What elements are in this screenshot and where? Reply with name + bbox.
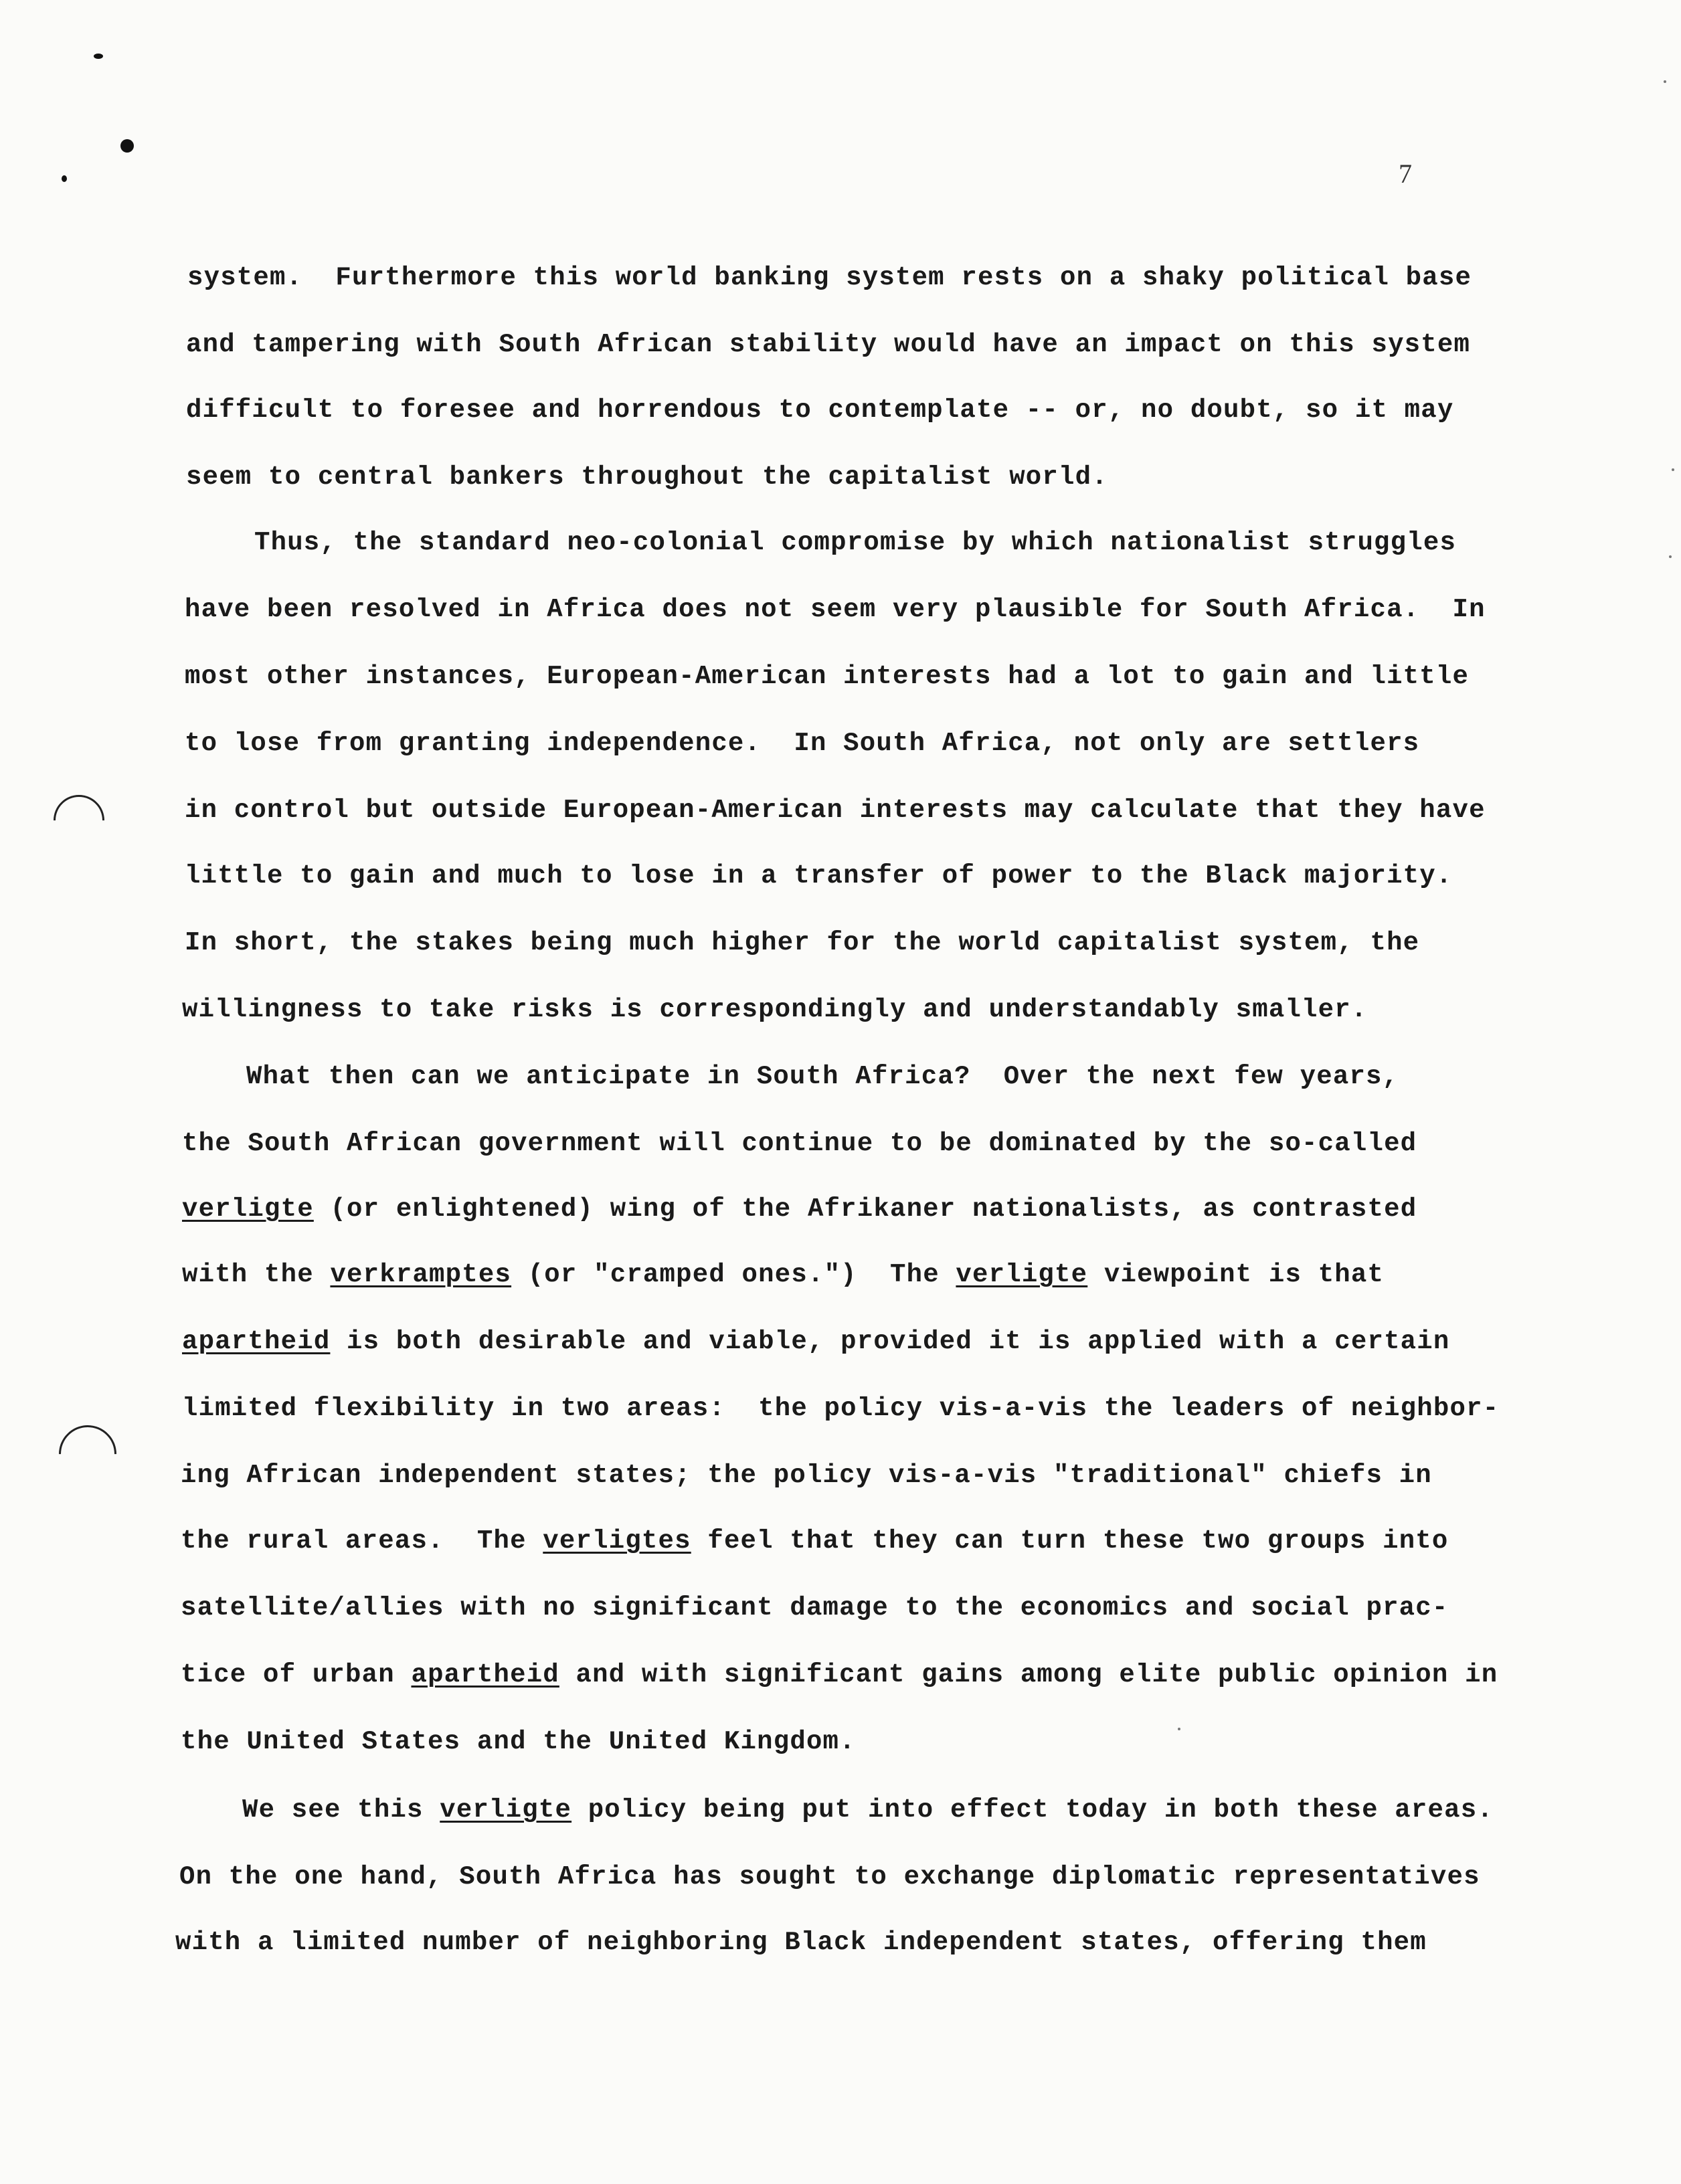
- scan-speck: [1669, 555, 1672, 558]
- text-line: [179, 1860, 1480, 1894]
- text-line: [242, 1793, 1494, 1827]
- text-run: the South African government will continue to be dominated by the so-called: [182, 1129, 1417, 1158]
- underlined-term: verligte: [440, 1795, 572, 1825]
- text-line: [175, 1926, 1427, 1959]
- text-line: [185, 794, 1486, 827]
- text-line: [186, 393, 1454, 427]
- text-run: feel that they can turn these two groups into: [691, 1526, 1449, 1556]
- text-run: policy being put into effect today in both these areas.: [571, 1795, 1494, 1825]
- text-line: [181, 1459, 1432, 1492]
- text-line: [185, 926, 1419, 960]
- text-run: satellite/allies with no significant damage to the economics and social prac-: [181, 1593, 1449, 1623]
- text-line: [182, 1325, 1450, 1358]
- text-run: seem to central bankers throughout the capitalist world.: [186, 462, 1108, 492]
- text-line: [182, 1192, 1417, 1226]
- text-run: to lose from granting independence. In South Africa, not only are settlers: [185, 729, 1420, 758]
- text-run: We see this: [242, 1795, 440, 1825]
- text-run: (or "cramped ones.") The: [511, 1260, 956, 1289]
- underlined-term: verligte: [182, 1194, 314, 1224]
- text-run: most other instances, European-American interests had a lot to gain and little: [185, 662, 1470, 691]
- text-line: [182, 1127, 1417, 1160]
- text-run: In short, the stakes being much higher for the world capitalist system, the: [185, 928, 1420, 958]
- underlined-term: apartheid: [182, 1327, 331, 1356]
- text-run: Thus, the standard neo-colonial compromise by which nationalist struggles: [254, 528, 1457, 557]
- underlined-term: verligte: [956, 1260, 1088, 1289]
- text-line: [181, 1591, 1449, 1625]
- text-line: [182, 1392, 1499, 1425]
- text-run: the United States and the United Kingdom.: [181, 1727, 856, 1756]
- text-run: is both desirable and viable, provided it is applied with a certain: [330, 1327, 1450, 1356]
- text-run: with a limited number of neighboring Black independent states, offering them: [175, 1928, 1427, 1957]
- text-line: [254, 526, 1456, 559]
- scan-speck: [1664, 80, 1666, 83]
- text-run: with the: [182, 1260, 331, 1289]
- underlined-term: apartheid: [411, 1660, 559, 1690]
- text-line: [186, 460, 1108, 494]
- punch-hole-arc: [43, 784, 114, 856]
- punch-hole-arc: [47, 1413, 128, 1495]
- scan-speck-mark: [62, 175, 67, 182]
- text-line: [185, 727, 1419, 760]
- text-run: What then can we anticipate in South Africa? Over the next few years,: [246, 1062, 1399, 1091]
- text-run: willingness to take risks is correspondingly and understandably smaller.: [182, 995, 1368, 1024]
- text-run: system. Furthermore this world banking system rests on a shaky political base: [187, 263, 1472, 292]
- text-run: and with significant gains among elite public opinion in: [559, 1660, 1498, 1690]
- text-run: the rural areas. The: [181, 1526, 543, 1556]
- text-line: [186, 328, 1470, 361]
- text-run: tice of urban: [181, 1660, 412, 1690]
- text-run: difficult to foresee and horrendous to contemplate -- or, no doubt, so it may: [186, 395, 1454, 425]
- text-run: little to gain and much to lose in a transfer of power to the Black majority.: [185, 861, 1453, 891]
- scan-speck: [1178, 1728, 1180, 1730]
- text-run: ing African independent states; the policy vis-a-vis "traditional" chiefs in: [181, 1461, 1432, 1490]
- text-line: [182, 1258, 1384, 1291]
- text-line: [246, 1060, 1399, 1093]
- text-line: [181, 1524, 1449, 1558]
- text-line: [185, 660, 1469, 693]
- text-line: [185, 593, 1486, 626]
- text-run: (or enlightened) wing of the Afrikaner nationalists, as contrasted: [313, 1194, 1417, 1224]
- text-run: viewpoint is that: [1087, 1260, 1385, 1289]
- text-run: have been resolved in Africa does not seem very plausible for South Africa. In: [185, 595, 1486, 624]
- text-run: limited flexibility in two areas: the policy vis-a-vis the leaders of neighbor-: [182, 1394, 1500, 1423]
- underlined-term: verligtes: [543, 1526, 691, 1556]
- text-line: [185, 859, 1453, 893]
- page-number: 7: [1399, 159, 1412, 189]
- text-line: [182, 993, 1367, 1026]
- text-run: in control but outside European-American interests may calculate that they have: [185, 796, 1486, 825]
- text-run: On the one hand, South Africa has sought to exchange diplomatic representatives: [179, 1862, 1480, 1892]
- scan-dot-mark: [120, 139, 134, 153]
- text-run: and tampering with South African stability would have an impact on this system: [186, 330, 1471, 359]
- text-line: [187, 261, 1472, 294]
- scan-tick-mark: [94, 54, 103, 59]
- text-line: [181, 1658, 1498, 1692]
- scan-speck: [1672, 468, 1674, 471]
- underlined-term: verkramptes: [330, 1260, 512, 1289]
- text-line: [181, 1725, 856, 1758]
